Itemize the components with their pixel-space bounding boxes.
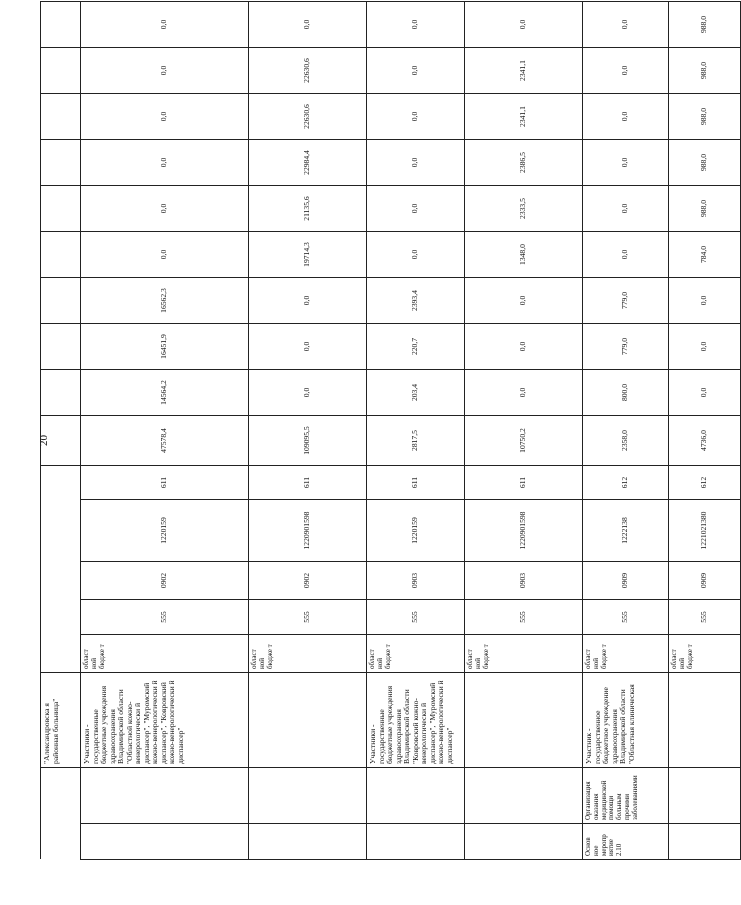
participant-cell: Участник - государственное бюджетное учреждение здравоохранения Владимирской области "Областная клиническая (583, 673, 669, 768)
amount-cell: 0,0 (249, 2, 367, 48)
amount-cell: 2358,0 (583, 416, 669, 466)
amount-cell: 0,0 (367, 2, 465, 48)
amount-cell: 0,0 (583, 186, 669, 232)
status-cell (81, 824, 249, 860)
table-row (81, 2, 249, 860)
activity-name-cell (367, 768, 465, 824)
expense-type-cell: 611 (81, 466, 249, 500)
amount-cell: 0,0 (249, 278, 367, 324)
funding-source-cell (41, 635, 81, 673)
table-row (249, 2, 367, 860)
participant-cell: "Александровска я районная больница" (41, 673, 81, 768)
amount-cell: 0,0 (465, 324, 583, 370)
funding-source-cell: област ной бюдже т (249, 635, 367, 673)
grbs-code-cell: 555 (81, 600, 249, 635)
amount-cell: 0,0 (583, 94, 669, 140)
amount-cell: 47578,4 (81, 416, 249, 466)
amount-cell: 22630,6 (249, 94, 367, 140)
amount-cell (41, 2, 81, 48)
amount-cell: 0,0 (669, 324, 741, 370)
table-row (583, 2, 669, 860)
amount-cell: 0,0 (81, 232, 249, 278)
amount-cell: 0,0 (367, 186, 465, 232)
amount-cell: 0,0 (583, 2, 669, 48)
amount-cell: 2341,1 (465, 94, 583, 140)
status-cell (367, 824, 465, 860)
amount-cell (41, 324, 81, 370)
section-code-cell: 0903 (465, 562, 583, 600)
amount-cell: 779,0 (583, 324, 669, 370)
amount-cell: 988,0 (669, 48, 741, 94)
amount-cell: 4736,0 (669, 416, 741, 466)
amount-cell: 988,0 (669, 94, 741, 140)
amount-cell: 0,0 (465, 2, 583, 48)
funding-source-cell: област ной бюдже т (367, 635, 465, 673)
funding-source-cell: област ной бюдже т (81, 635, 249, 673)
amount-cell: 0,0 (81, 186, 249, 232)
amount-cell: 19714,3 (249, 232, 367, 278)
amount-cell: 0,0 (81, 2, 249, 48)
amount-cell: 2386,5 (465, 140, 583, 186)
amount-cell: 0,0 (583, 232, 669, 278)
amount-cell: 0,0 (583, 48, 669, 94)
grbs-code-cell: 555 (583, 600, 669, 635)
grbs-code-cell: 555 (367, 600, 465, 635)
amount-cell: 0,0 (465, 278, 583, 324)
amount-cell: 779,0 (583, 278, 669, 324)
activity-name-cell (41, 768, 81, 824)
page-number: 20 (38, 435, 50, 446)
amount-cell: 0,0 (249, 324, 367, 370)
activity-name-cell (249, 768, 367, 824)
amount-cell (41, 140, 81, 186)
activity-name-cell (669, 768, 741, 824)
amount-cell: 988,0 (669, 2, 741, 48)
expense-type-cell: 611 (465, 466, 583, 500)
expense-type-cell: 611 (367, 466, 465, 500)
activity-name-cell (465, 768, 583, 824)
section-code-cell: 0902 (249, 562, 367, 600)
funding-source-cell: област ной бюдже т (583, 635, 669, 673)
amount-cell: 988,0 (669, 140, 741, 186)
amount-cell: 220,7 (367, 324, 465, 370)
table-row (367, 2, 465, 860)
section-code-cell (41, 562, 81, 600)
amount-cell: 0,0 (669, 278, 741, 324)
funding-source-cell: област ной бюдже т (465, 635, 583, 673)
amount-cell (41, 278, 81, 324)
status-cell: Основ ное меропр иятие 2.10 (583, 824, 669, 860)
amount-cell: 0,0 (367, 232, 465, 278)
target-article-cell: 1221021380 (669, 500, 741, 562)
amount-cell: 0,0 (583, 140, 669, 186)
participant-cell: Участники - государственные бюджетные учреждения здравоохранения Владимирской области "Областной кожно-венерологически й диспансер", "Муромский кожно-венерологически й диспансер", "Ковровский кожно-венерологически й диспансер" (81, 673, 249, 768)
grbs-code-cell: 555 (249, 600, 367, 635)
table-body (41, 2, 741, 860)
amount-cell: 0,0 (465, 370, 583, 416)
table-row (41, 2, 81, 860)
status-cell (669, 824, 741, 860)
amount-cell (41, 370, 81, 416)
amount-cell: 22984,4 (249, 140, 367, 186)
status-cell (465, 824, 583, 860)
amount-cell: 0,0 (669, 370, 741, 416)
amount-cell: 10750,2 (465, 416, 583, 466)
amount-cell: 0,0 (367, 94, 465, 140)
expense-type-cell: 612 (583, 466, 669, 500)
target-article-cell: 1220159 (81, 500, 249, 562)
participant-cell (465, 673, 583, 768)
target-article-cell (41, 500, 81, 562)
amount-cell (41, 94, 81, 140)
expense-type-cell: 611 (249, 466, 367, 500)
grbs-code-cell (41, 600, 81, 635)
amount-cell: 0,0 (367, 140, 465, 186)
amount-cell: 21135,6 (249, 186, 367, 232)
amount-cell: 14564,2 (81, 370, 249, 416)
amount-cell: 16562,3 (81, 278, 249, 324)
amount-cell: 784,0 (669, 232, 741, 278)
amount-cell: 2341,1 (465, 48, 583, 94)
amount-cell: 2393,4 (367, 278, 465, 324)
activity-name-cell: Организация оказания медицинской помощи больным прочими заболеваниями (583, 768, 669, 824)
section-code-cell: 0903 (367, 562, 465, 600)
target-article-cell: 1220901598 (465, 500, 583, 562)
amount-cell: 0,0 (81, 140, 249, 186)
participant-cell: Участники - государственные бюджетные учреждения здравоохранения Владимирской области "Ковровский кожно-венерологически й диспансер", "Муромский кожно-венерологически й диспансер" (367, 673, 465, 768)
amount-cell: 22630,6 (249, 48, 367, 94)
activity-name-cell (81, 768, 249, 824)
grbs-code-cell: 555 (669, 600, 741, 635)
amount-cell: 203,4 (367, 370, 465, 416)
amount-cell: 988,0 (669, 186, 741, 232)
amount-cell: 2817,5 (367, 416, 465, 466)
expense-type-cell (41, 466, 81, 500)
amount-cell (41, 186, 81, 232)
rotated-table-area (40, 15, 709, 860)
participant-cell (669, 673, 741, 768)
amount-cell: 800,0 (583, 370, 669, 416)
section-code-cell: 0909 (583, 562, 669, 600)
amount-cell: 0,0 (81, 48, 249, 94)
table-row (465, 2, 583, 860)
target-article-cell: 1220901598 (249, 500, 367, 562)
budget-table (40, 1, 741, 860)
amount-cell: 16451,9 (81, 324, 249, 370)
amount-cell (41, 232, 81, 278)
amount-cell: 0,0 (249, 370, 367, 416)
grbs-code-cell: 555 (465, 600, 583, 635)
section-code-cell: 0909 (669, 562, 741, 600)
target-article-cell: 1220159 (367, 500, 465, 562)
target-article-cell: 1222138 (583, 500, 669, 562)
amount-cell: 109095,5 (249, 416, 367, 466)
status-cell (249, 824, 367, 860)
amount-cell: 2333,5 (465, 186, 583, 232)
participant-cell (249, 673, 367, 768)
table-row (669, 2, 741, 860)
expense-type-cell: 612 (669, 466, 741, 500)
funding-source-cell: област ной бюдже т (669, 635, 741, 673)
section-code-cell: 0902 (81, 562, 249, 600)
amount-cell (41, 48, 81, 94)
status-cell (41, 824, 81, 860)
amount-cell: 0,0 (81, 94, 249, 140)
amount-cell: 1348,0 (465, 232, 583, 278)
amount-cell (41, 416, 81, 466)
amount-cell: 0,0 (367, 48, 465, 94)
